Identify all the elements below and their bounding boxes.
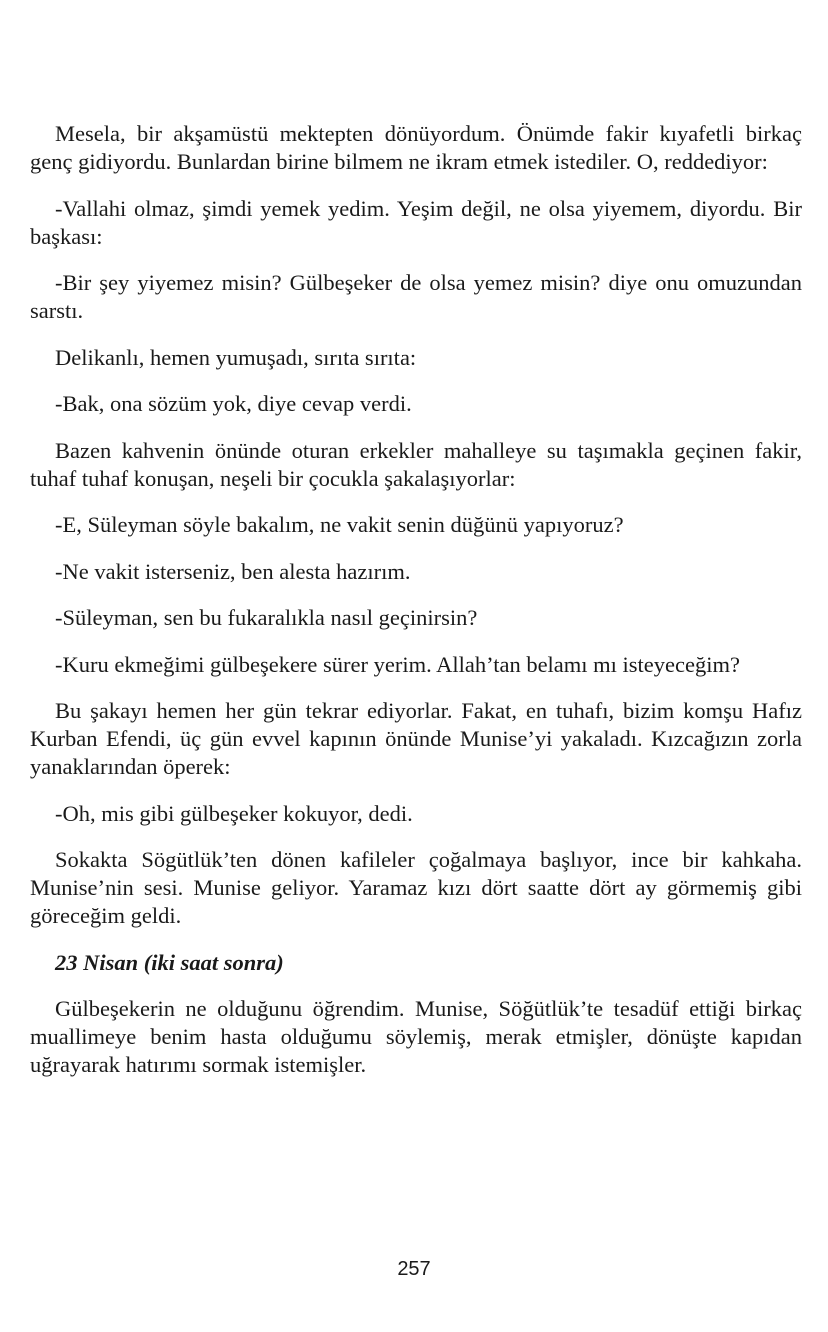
- paragraph: Bazen kahvenin önünde oturan erkekler mahalleye su taşımakla geçinen fakir, tuhaf tuhaf konuşan, neşeli bir çocukla şakalaşıyorlar:: [30, 437, 802, 491]
- paragraph: Bu şakayı hemen her gün tekrar ediyorlar. Fakat, en tuhafı, bizim komşu Hafız Kurban Efendi, üç gün evvel kapının önünde Munise’yi yakaladı. Kızcağızın zorla yanaklarından öperek:: [30, 698, 802, 779]
- section-heading: 23 Nisan (iki saat sonra): [55, 949, 284, 975]
- paragraph: Delikanlı, hemen yumuşadı, sırıta sırıta:: [55, 344, 417, 370]
- paragraph: -Kuru ekmeğimi gülbeşekere sürer yerim. Allah’tan belamı mı isteyeceğim?: [55, 651, 740, 677]
- paragraph: -Vallahi olmaz, şimdi yemek yedim. Yeşim değil, ne olsa yiyemem, diyordu. Bir başkası:: [30, 195, 802, 249]
- paragraph: Sokakta Sögütlük’ten dönen kafileler çoğalmaya başlıyor, ince bir kahkaha. Munise’nin sesi. Munise geliyor. Yaramaz kızı dört saatte dört ay görmemiş gibi göreceğim geldi.: [30, 847, 802, 928]
- paragraph: Mesela, bir akşamüstü mektepten dönüyordum. Önümde fakir kıyafetli birkaç genç gidiyordu. Bunlardan birine bilmem ne ikram etmek istediler. O, reddediyor:: [30, 121, 802, 174]
- page-number: 257: [397, 1258, 431, 1280]
- paragraph: Gülbeşekerin ne olduğunu öğrendim. Munise, Söğütlük’te tesadüf ettiği birkaç muallimeye benim hasta olduğumu söylemiş, merak etmişler, dönüşte kapıdan uğrayarak hatırımı sormak istemişler.: [30, 996, 802, 1077]
- paragraph: -Oh, mis gibi gülbeşeker kokuyor, dedi.: [55, 800, 413, 826]
- paragraph: -Ne vakit isterseniz, ben alesta hazırım.: [55, 558, 411, 584]
- paragraph: -E, Süleyman söyle bakalım, ne vakit senin düğünü yapıyoruz?: [55, 512, 624, 537]
- paragraph: -Süleyman, sen bu fukaralıkla nasıl geçinirsin?: [55, 605, 478, 630]
- paragraph: -Bak, ona sözüm yok, diye cevap verdi.: [55, 391, 412, 416]
- page-body: [30, 120, 802, 1098]
- paragraph: -Bir şey yiyemez misin? Gülbeşeker de olsa yemez misin? diye onu omuzundan sarstı.: [30, 270, 802, 323]
